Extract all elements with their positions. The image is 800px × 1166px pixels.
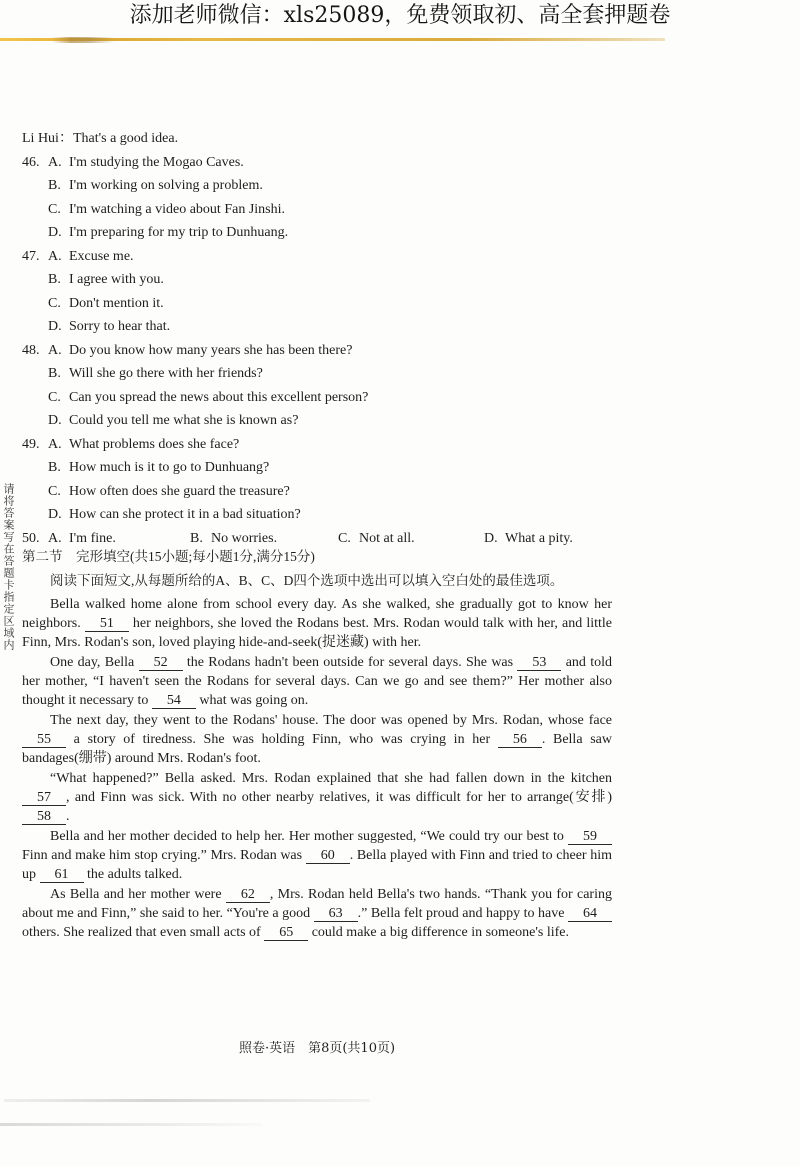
option-text: Excuse me. xyxy=(69,248,134,264)
option-line xyxy=(22,221,622,245)
option-text: How much is it to go to Dunhuang? xyxy=(69,460,270,475)
blank-55: 55 xyxy=(22,733,66,748)
blank-59: 59 xyxy=(568,830,612,845)
option-letter: B. xyxy=(48,460,61,475)
option-letter: C. xyxy=(338,530,351,546)
option-letter: D. xyxy=(48,413,62,428)
question-47 xyxy=(22,245,622,339)
option-text: Could you tell me what she is known as? xyxy=(69,413,299,428)
option-text: Sorry to hear that. xyxy=(69,319,171,334)
page-footer: 照卷·英语 第8页(共10页) xyxy=(238,1041,396,1056)
option-letter: C. xyxy=(48,483,61,499)
blank-54: 54 xyxy=(152,694,196,709)
question-number: 46. xyxy=(22,154,40,170)
option-b xyxy=(190,527,277,551)
header-rule-mark xyxy=(52,37,114,43)
option-letter: A. xyxy=(48,342,62,358)
option-text: I'm preparing for my trip to Dunhuang. xyxy=(69,225,289,240)
question-number: 50. xyxy=(22,530,40,546)
blank-63: 63 xyxy=(314,907,358,922)
blank-65: 65 xyxy=(264,926,308,941)
option-line xyxy=(22,480,622,504)
option-line xyxy=(22,433,622,457)
question-number: 47. xyxy=(22,248,40,264)
passage-text: . Bella saw bandages(绷带) around Mrs. Rodan's foot. xyxy=(22,732,612,766)
scan-artifact xyxy=(0,1123,262,1126)
option-letter: D. xyxy=(48,319,62,334)
option-line xyxy=(22,268,622,292)
blank-61: 61 xyxy=(40,868,84,883)
passage-text: others. She realized that even small acts of xyxy=(22,925,265,940)
option-text: Don't mention it. xyxy=(69,295,164,311)
option-letter: C. xyxy=(48,201,61,217)
section-instruction: 阅读下面短文,从每题所给的A、B、C、D四个选项中选出可以填入空白处的最佳选项。 xyxy=(50,573,564,588)
passage-text: could make a big difference in someone's life. xyxy=(308,925,569,940)
blank-53: 53 xyxy=(517,656,561,671)
option-letter: A. xyxy=(48,154,62,170)
option-line xyxy=(22,174,622,198)
blank-58: 58 xyxy=(22,810,66,825)
scan-artifact xyxy=(4,1099,370,1102)
blank-56: 56 xyxy=(498,733,542,748)
option-letter: D. xyxy=(484,530,498,546)
paragraph-3 xyxy=(22,711,612,768)
option-text: What problems does she face? xyxy=(69,436,240,452)
option-letter: D. xyxy=(48,225,62,240)
option-letter: B. xyxy=(48,366,61,381)
passage-text: . Bella played with Finn and tried to cheer him up xyxy=(22,848,612,882)
option-line xyxy=(22,315,622,339)
passage-text: and told her mother, “I haven't seen the Rodans for several days. Can we go and see them?” Her mother also thought it necessary to xyxy=(22,655,612,708)
option-text: No worries. xyxy=(211,530,278,546)
passage-text: the adults talked. xyxy=(83,867,183,882)
passage-text: “What happened?” Bella asked. Mrs. Rodan explained that she had fallen down in the kitchen xyxy=(50,771,612,786)
passage-text: the Rodans hadn't been outside for several days. She was xyxy=(182,655,518,670)
option-line xyxy=(22,409,622,433)
option-text: I agree with you. xyxy=(69,272,164,287)
paragraph-1 xyxy=(22,595,612,652)
option-text: I'm studying the Mogao Caves. xyxy=(69,154,244,170)
blank-51: 51 xyxy=(85,617,129,632)
paragraph-2 xyxy=(22,653,612,710)
passage-text: a story of tiredness. She was holding Finn, who was crying in her xyxy=(66,732,498,747)
option-text: What a pity. xyxy=(505,530,573,546)
passage-text: what was going on. xyxy=(195,693,309,708)
option-line xyxy=(22,198,622,222)
question-49 xyxy=(22,433,622,527)
passage-text: As Bella and her mother were xyxy=(50,887,226,902)
blank-64: 64 xyxy=(568,907,612,922)
option-letter: A. xyxy=(48,248,62,264)
question-48 xyxy=(22,339,622,433)
option-letter: C. xyxy=(48,389,61,405)
option-line xyxy=(22,292,622,316)
option-line xyxy=(22,245,622,269)
passage-text: .” Bella felt proud and happy to have xyxy=(357,906,568,921)
passage-text: . xyxy=(66,809,70,824)
passage-text: The next day, they went to the Rodans' house. The door was opened by Mrs. Rodan, whose face xyxy=(50,713,612,728)
question-number: 48. xyxy=(22,342,40,358)
option-text: I'm working on solving a problem. xyxy=(69,178,263,193)
paragraph-5 xyxy=(22,827,612,884)
option-line xyxy=(22,386,622,410)
option-letter: A. xyxy=(48,436,62,452)
blank-62: 62 xyxy=(226,888,270,903)
passage-text: , Mrs. Rodan held Bella's two hands. “Thank you for caring about me and Finn,” she said to her. “You're a good xyxy=(22,887,612,921)
option-text: I'm watching a video about Fan Jinshi. xyxy=(69,201,285,217)
question-46 xyxy=(22,151,622,245)
option-text: Can you spread the news about this excellent person? xyxy=(69,389,369,405)
passage-text: her neighbors, she loved the Rodans best. Mrs. Rodan would talk with her, and little Finn, Mrs. Rodan's son, loved playing hide-and-seek(捉迷藏) with her. xyxy=(22,616,612,650)
option-letter: B. xyxy=(190,530,203,546)
option-text: Not at all. xyxy=(359,530,415,546)
passage-text: Finn and make him stop crying.” Mrs. Rodan was xyxy=(22,848,306,863)
option-letter: D. xyxy=(48,507,62,522)
cloze-passage xyxy=(22,594,612,942)
paragraph-4 xyxy=(22,769,612,826)
option-d xyxy=(484,527,573,551)
option-letter: B. xyxy=(48,272,61,287)
option-line xyxy=(22,362,622,386)
question-number: 49. xyxy=(22,436,40,452)
option-line xyxy=(22,151,622,175)
passage-text: Bella walked home alone from school every day. As she walked, she gradually got to know her neighbors. xyxy=(22,597,612,631)
passage-text: Bella and her mother decided to help her. Her mother suggested, “We could try our best to xyxy=(50,829,568,844)
option-letter: A. xyxy=(48,530,62,546)
option-a xyxy=(48,527,116,551)
passage-text: One day, Bella xyxy=(50,655,139,670)
section-title: 第二节 完形填空(共15小题;每小题1分,满分15分) xyxy=(22,549,315,564)
option-line xyxy=(22,456,622,480)
blank-60: 60 xyxy=(306,849,350,864)
passage-text: , and Finn was sick. With no other nearby relatives, it was difficult for her to arrange(安排) xyxy=(66,790,612,805)
option-letter: C. xyxy=(48,295,61,311)
option-c xyxy=(338,527,415,551)
option-letter: B. xyxy=(48,178,61,193)
wechat-banner: 添加老师微信：xls25089，免费领取初、高全套押题卷 xyxy=(129,3,671,28)
option-line xyxy=(22,339,622,363)
option-text: Do you know how many years she has been there? xyxy=(69,342,353,358)
blank-52: 52 xyxy=(139,656,183,671)
option-text: Will she go there with her friends? xyxy=(69,366,263,381)
dialogue-questions xyxy=(22,127,622,550)
option-text: How can she protect it in a bad situation? xyxy=(69,507,301,522)
option-line xyxy=(22,503,622,527)
option-text: I'm fine. xyxy=(69,530,116,546)
question-50 xyxy=(22,527,622,551)
option-text: How often does she guard the treasure? xyxy=(69,483,290,499)
binding-margin-note: 请将答案写在答题卡指定区域内 xyxy=(2,483,15,651)
paragraph-6 xyxy=(22,885,612,942)
dialogue-line: Li Hui：That's a good idea. xyxy=(22,131,179,146)
blank-57: 57 xyxy=(22,791,66,806)
